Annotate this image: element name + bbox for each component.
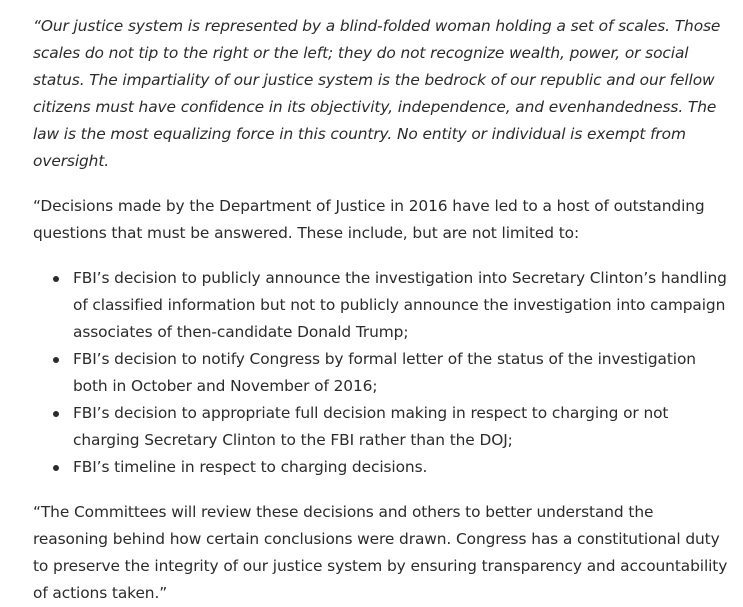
list-item: FBI’s timeline in respect to charging decisions. [73,454,733,481]
list-item: FBI’s decision to notify Congress by formal letter of the status of the investigation both in October and November of 2016; [73,346,733,400]
paragraph-committees-review: “The Committees will review these decisions and others to better understand the reasoning behind how certain conclusions were drawn. Congress has a constitutional duty to preserve the integrity of our justice system by ensuring transparency and accountability of actions taken.” [33,503,728,602]
paragraph-justice-system: “Our justice system is represented by a blind-folded woman holding a set of scales. Those scales do not tip to the right or the left; they do not recognize wealth, power, or social status. The impartiality of our justice system is the bedrock of our republic and our fellow citizens must have confidence in its objectivity, independence, and evenhandedness. The law is the most equalizing force in this country. No entity or individual is exempt from oversight. [33,17,721,170]
paragraph-doj-decisions: “Decisions made by the Department of Justice in 2016 have led to a host of outstanding questions that must be answered. These include, but are not limited to: [33,197,705,242]
list-item: FBI’s decision to publicly announce the investigation into Secretary Clinton’s handling of classified information but not to publicly announce the investigation into campaign associates of then-candidate Donald Trump; [73,265,733,346]
document-body [33,13,733,607]
list-item: FBI’s decision to appropriate full decision making in respect to charging or not charging Secretary Clinton to the FBI rather than the DOJ; [73,400,733,454]
questions-list [33,265,733,481]
